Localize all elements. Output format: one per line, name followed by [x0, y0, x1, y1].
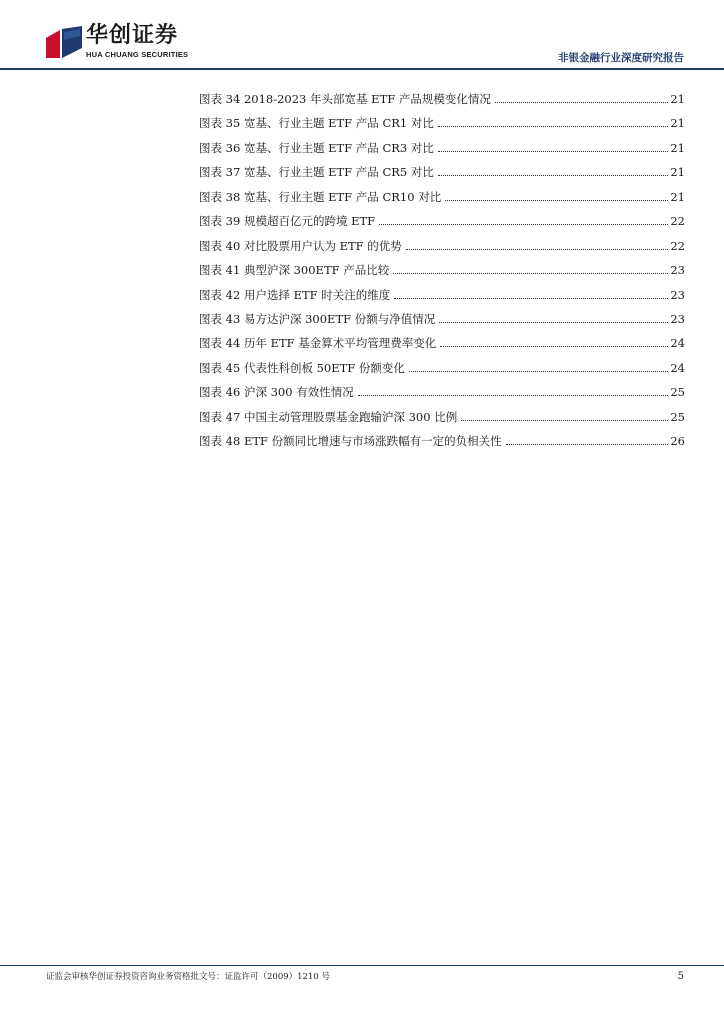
toc-entry-label[interactable]: 图表 37 宽基、行业主题 ETF 产品 CR5 对比 [199, 165, 434, 180]
toc-entry-page[interactable]: 23 [670, 263, 685, 278]
toc-entry-page[interactable]: 23 [670, 287, 685, 302]
toc-entry-page[interactable]: 21 [670, 189, 685, 204]
toc-entry[interactable] [199, 213, 685, 237]
brand-name-en: HUA CHUANG SECURITIES [86, 50, 189, 59]
report-type-label: 非银金融行业深度研究报告 [558, 52, 684, 64]
toc-entry[interactable] [199, 360, 685, 384]
toc-entry-label[interactable]: 图表 39 规模超百亿元的跨境 ETF [199, 214, 376, 229]
toc-entry[interactable] [199, 189, 685, 213]
toc-dot-leader [438, 175, 668, 176]
toc-entry-page[interactable]: 23 [670, 311, 685, 326]
toc-dot-leader [379, 224, 668, 225]
toc-dot-leader [406, 249, 669, 250]
toc-entry[interactable] [199, 384, 685, 408]
toc-entry-page[interactable]: 21 [670, 140, 685, 155]
toc-dot-leader [445, 200, 668, 201]
toc-entry[interactable] [199, 262, 685, 286]
toc-entry-page[interactable]: 26 [670, 434, 685, 449]
toc-entry-label[interactable]: 图表 46 沪深 300 有效性情况 [199, 385, 354, 400]
brand-name-cn: 华创证券 [86, 23, 179, 48]
toc-entry-label[interactable]: 图表 44 历年 ETF 基金算术平均管理费率变化 [199, 336, 437, 351]
toc-entry-label[interactable]: 图表 34 2018-2023 年头部宽基 ETF 产品规模变化情况 [199, 92, 491, 106]
toc-dot-leader [495, 102, 668, 103]
toc-dot-leader [394, 298, 668, 299]
toc-entry-page[interactable]: 21 [670, 165, 685, 180]
toc-entry-label[interactable]: 图表 36 宽基、行业主题 ETF 产品 CR3 对比 [199, 140, 434, 155]
toc-entry-label[interactable]: 图表 43 易方达沪深 300ETF 份额与净值情况 [199, 311, 436, 326]
figure-index-list [199, 91, 685, 458]
toc-entry[interactable] [199, 91, 685, 115]
toc-entry-page[interactable]: 22 [670, 214, 685, 229]
toc-entry-page[interactable]: 25 [670, 409, 685, 424]
toc-dot-leader [358, 395, 669, 396]
toc-dot-leader [506, 444, 669, 445]
toc-entry[interactable] [199, 115, 685, 139]
toc-dot-leader [439, 322, 668, 323]
toc-entry-page[interactable]: 21 [670, 92, 685, 106]
toc-dot-leader [393, 273, 668, 274]
huachuang-logo-icon [46, 26, 82, 60]
toc-dot-leader [438, 126, 668, 127]
toc-dot-leader [461, 420, 668, 421]
toc-entry-page[interactable]: 24 [670, 360, 685, 375]
license-note: 证监会审核华创证券投资咨询业务资格批文号：证监许可（2009）1210 号 [46, 972, 330, 982]
toc-entry-label[interactable]: 图表 42 用户选择 ETF 时关注的维度 [199, 287, 391, 302]
toc-entry-label[interactable]: 图表 38 宽基、行业主题 ETF 产品 CR10 对比 [199, 189, 442, 204]
toc-entry-page[interactable]: 24 [670, 336, 685, 351]
toc-entry-label[interactable]: 图表 41 典型沪深 300ETF 产品比较 [199, 263, 390, 278]
toc-entry-page[interactable]: 25 [670, 385, 685, 400]
toc-entry[interactable] [199, 433, 685, 457]
toc-entry-label[interactable]: 图表 47 中国主动管理股票基金跑输沪深 300 比例 [199, 409, 458, 424]
toc-entry-label[interactable]: 图表 35 宽基、行业主题 ETF 产品 CR1 对比 [199, 116, 434, 131]
toc-entry-page[interactable]: 22 [670, 238, 685, 253]
toc-dot-leader [409, 371, 668, 372]
toc-dot-leader [440, 346, 668, 347]
toc-entry-label[interactable]: 图表 40 对比股票用户认为 ETF 的优势 [199, 238, 402, 253]
toc-entry[interactable] [199, 238, 685, 262]
toc-entry[interactable] [199, 335, 685, 359]
page-number: 5 [677, 971, 684, 982]
toc-entry[interactable] [199, 140, 685, 164]
header-divider [0, 68, 724, 70]
toc-entry[interactable] [199, 287, 685, 311]
toc-entry[interactable] [199, 311, 685, 335]
toc-entry[interactable] [199, 409, 685, 433]
footer-divider [0, 965, 724, 966]
toc-entry-page[interactable]: 21 [670, 116, 685, 131]
page-header [0, 0, 724, 72]
toc-entry[interactable] [199, 164, 685, 188]
toc-entry-label[interactable]: 图表 45 代表性科创板 50ETF 份额变化 [199, 360, 405, 375]
toc-entry-label[interactable]: 图表 48 ETF 份额同比增速与市场涨跌幅有一定的负相关性 [199, 434, 502, 449]
toc-dot-leader [438, 151, 668, 152]
